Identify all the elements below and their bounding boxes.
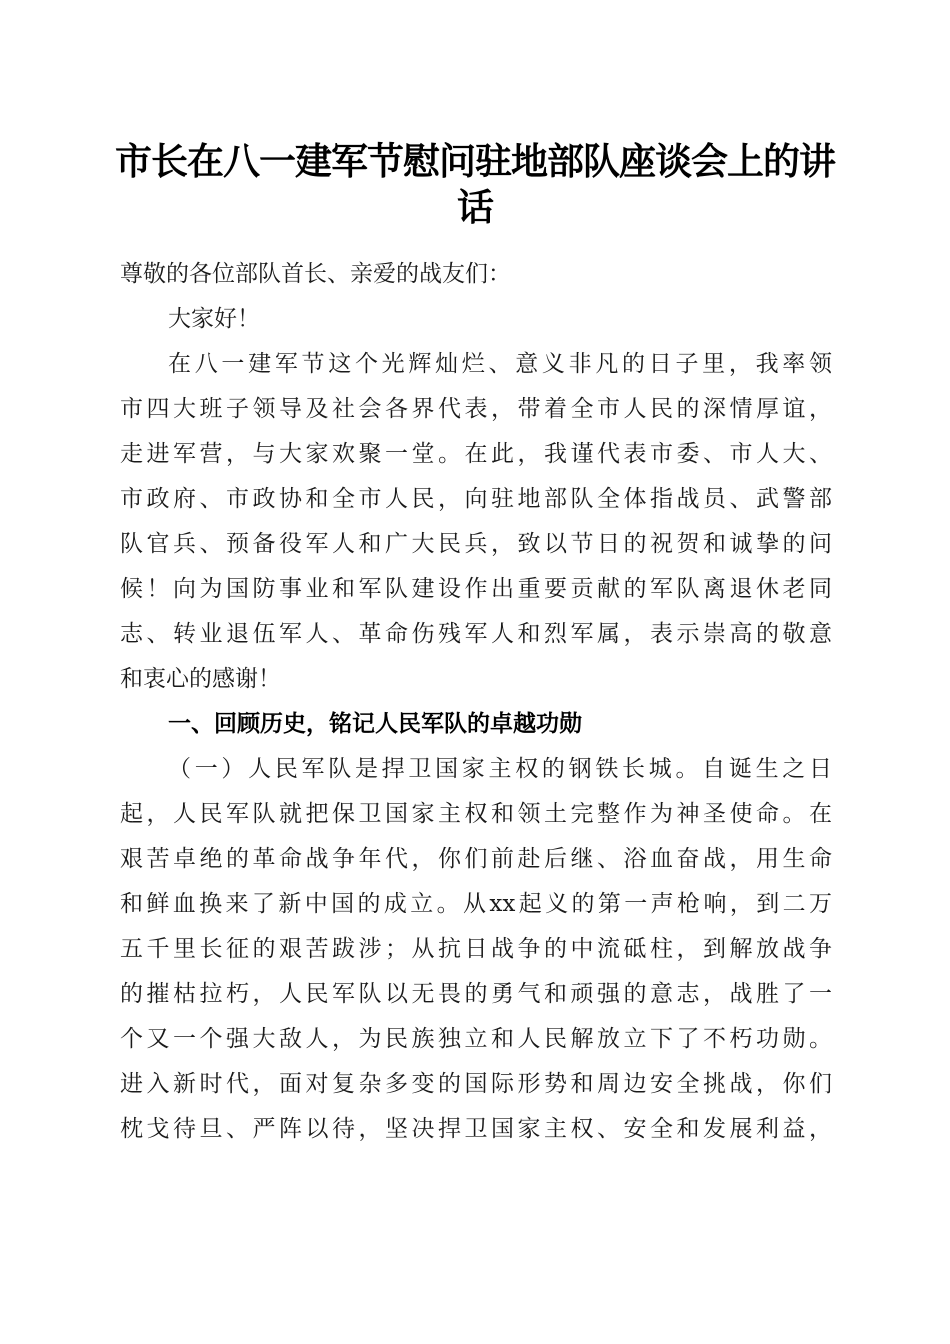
section-paragraph-line: 进入新时代，面对复杂多变的国际形势和周边安全挑战，你们 (120, 1071, 832, 1097)
section-paragraph-line: 起，人民军队就把保卫国家主权和领土完整作为神圣使命。在 (120, 801, 832, 827)
section-paragraph-line: 五千里长征的艰苦跋涉；从抗日战争的中流砥柱，到解放战争 (120, 936, 832, 962)
section-paragraph-line: 个又一个强大敌人，为民族独立和人民解放立下了不朽功勋。 (120, 1026, 832, 1052)
document-title: 市长在八一建军节慰问驻地部队座谈会上的讲话 (115, 139, 835, 229)
greeting: 大家好！ (168, 306, 260, 332)
paragraph-line: 市政府、市政协和全市人民，向驻地部队全体指战员、武警部 (120, 486, 832, 512)
paragraph-line: 志、转业退伍军人、革命伤残军人和烈军属，表示崇高的敬意 (120, 621, 832, 647)
section-paragraph-line: 的摧枯拉朽，人民军队以无畏的勇气和顽强的意志，战胜了一 (120, 981, 832, 1007)
salutation: 尊敬的各位部队首长、亲爱的战友们： (120, 261, 511, 287)
section-paragraph-line: 和鲜血换来了新中国的成立。从xx起义的第一声枪响，到二万 (120, 891, 832, 917)
section-paragraph-line: 枕戈待旦、严阵以待，坚决捍卫国家主权、安全和发展利益， (120, 1116, 832, 1142)
paragraph-line: 走进军营，与大家欢聚一堂。在此，我谨代表市委、市人大、 (120, 441, 832, 467)
section-paragraph-line: 艰苦卓绝的革命战争年代，你们前赴后继、浴血奋战，用生命 (120, 846, 832, 872)
section-heading: 一、回顾历史，铭记人民军队的卓越功勋 (168, 711, 582, 737)
paragraph-line: 在八一建军节这个光辉灿烂、意义非凡的日子里，我率领 (168, 351, 832, 377)
paragraph-line: 候！向为国防事业和军队建设作出重要贡献的军队离退休老同 (120, 576, 832, 602)
paragraph-line: 队官兵、预备役军人和广大民兵，致以节日的祝贺和诚挚的问 (120, 531, 832, 557)
paragraph-line: 市四大班子领导及社会各界代表，带着全市人民的深情厚谊， (120, 396, 832, 422)
section-paragraph-line: （一）人民军队是捍卫国家主权的钢铁长城。自诞生之日 (168, 756, 832, 782)
paragraph-line: 和衷心的感谢！ (120, 666, 281, 692)
